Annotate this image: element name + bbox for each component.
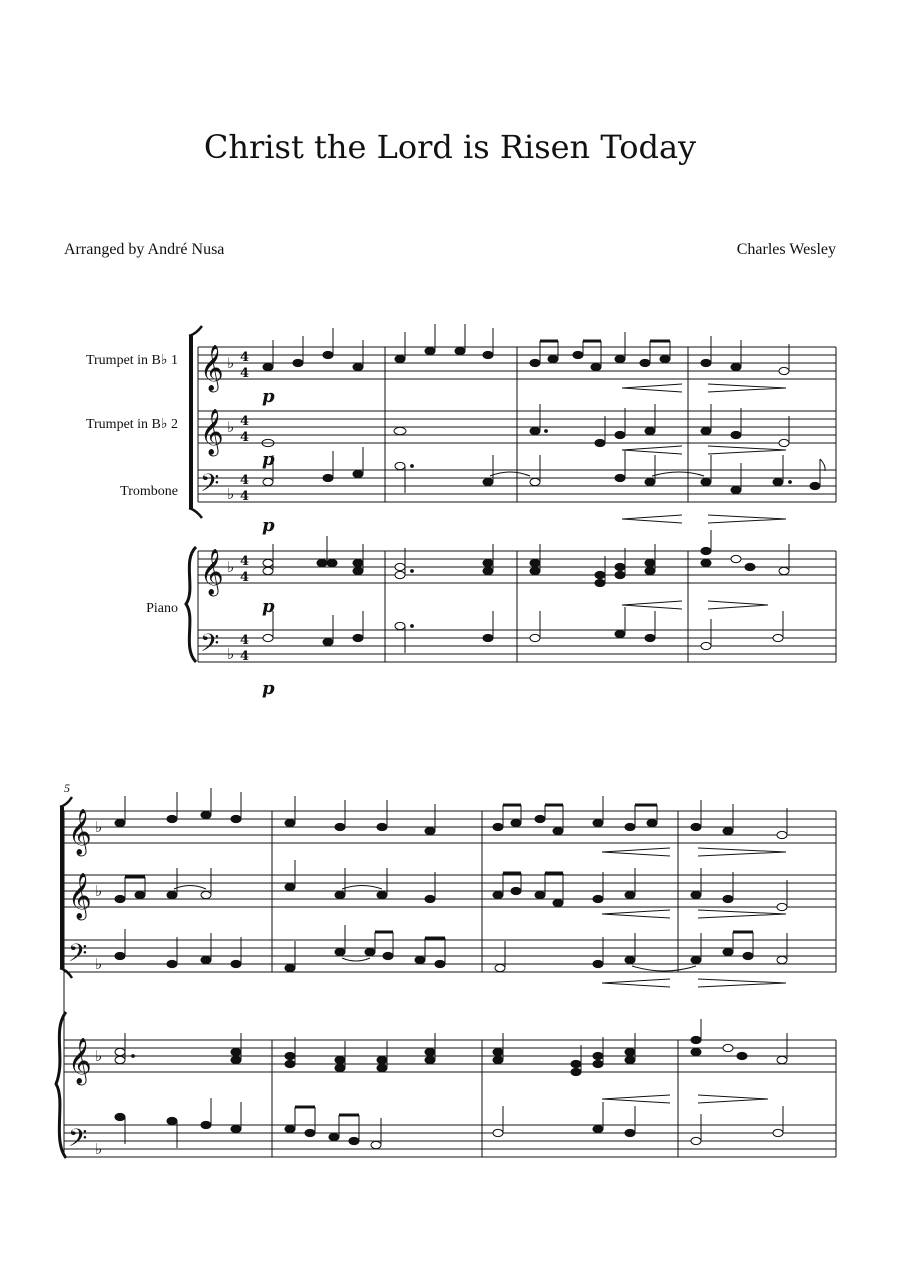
bass-clef-icon: 𝄢 [68, 939, 88, 974]
barlines-system-2 [64, 811, 836, 1157]
piano-brace [186, 547, 196, 662]
flat-icon: ♭ [95, 1047, 103, 1065]
dynamic-piano: p [262, 449, 275, 470]
instrument-label-trumpet-2: Trumpet in B♭ 2 [85, 417, 178, 432]
staff-piano-bass [64, 1125, 836, 1157]
staff-trombone [64, 940, 836, 972]
flat-icon: ♭ [95, 882, 103, 900]
treble-clef-icon: 𝄞 [68, 809, 92, 855]
dynamic-piano: p [262, 596, 275, 617]
treble-clef-icon: 𝄞 [68, 873, 92, 919]
dynamic-piano: p [262, 386, 275, 407]
treble-clef-icon: 𝄞 [200, 345, 224, 391]
time-sig-denominator: 4 [240, 430, 250, 445]
measure-number: 5 [64, 781, 70, 795]
arranger-credit: Arranged by André Nusa [64, 241, 225, 258]
staff-piano-treble [64, 1040, 836, 1072]
system-1 [86, 324, 836, 699]
clefs-system-1 [200, 345, 249, 664]
time-sig-numerator: 4 [240, 633, 250, 648]
time-sig-numerator: 4 [240, 350, 250, 365]
time-sig-numerator: 4 [240, 554, 250, 569]
flat-icon: ♭ [95, 1140, 103, 1158]
notes-piano-system-2 [115, 1019, 787, 1149]
hairpins-system-2 [602, 848, 786, 1103]
treble-clef-icon: 𝄞 [68, 1038, 92, 1084]
bass-clef-icon: 𝄢 [200, 469, 220, 504]
dynamic-piano: p [262, 678, 275, 699]
treble-clef-icon: 𝄞 [200, 409, 224, 455]
bass-clef-icon: 𝄢 [200, 629, 220, 664]
composer-credit: Charles Wesley [736, 241, 836, 258]
clefs-system-2 [68, 809, 102, 1159]
flat-icon: ♭ [95, 955, 103, 973]
page-title: Christ the Lord is Risen Today [203, 128, 697, 166]
time-sig-denominator: 4 [240, 366, 250, 381]
notes-trumpet-2 [115, 860, 787, 911]
staff-trumpet-2 [64, 875, 836, 907]
instrument-label-piano: Piano [146, 601, 178, 616]
time-sig-denominator: 4 [240, 489, 250, 504]
notes-trumpet-1 [115, 788, 787, 839]
flat-icon: ♭ [95, 818, 103, 836]
notes-trumpet-1 [263, 324, 789, 375]
flat-icon: ♭ [227, 354, 235, 372]
flat-icon: ♭ [227, 645, 235, 663]
time-sig-numerator: 4 [240, 414, 250, 429]
treble-clef-icon: 𝄞 [200, 549, 224, 595]
instrument-label-trumpet-1: Trumpet in B♭ 1 [85, 353, 178, 368]
instrument-label-trombone: Trombone [120, 484, 178, 499]
system-2 [56, 781, 836, 1159]
bass-clef-icon: 𝄢 [68, 1124, 88, 1159]
dynamic-piano: p [262, 515, 275, 536]
flat-icon: ♭ [227, 485, 235, 503]
notes-piano-system-1 [263, 530, 789, 653]
time-sig-denominator: 4 [240, 649, 250, 664]
time-sig-denominator: 4 [240, 570, 250, 585]
barlines-system-1 [198, 347, 836, 662]
notes-trumpet-2 [261, 404, 789, 447]
time-sig-numerator: 4 [240, 473, 250, 488]
flat-icon: ♭ [227, 418, 235, 436]
flat-icon: ♭ [227, 558, 235, 576]
staff-trumpet-1 [64, 811, 836, 843]
